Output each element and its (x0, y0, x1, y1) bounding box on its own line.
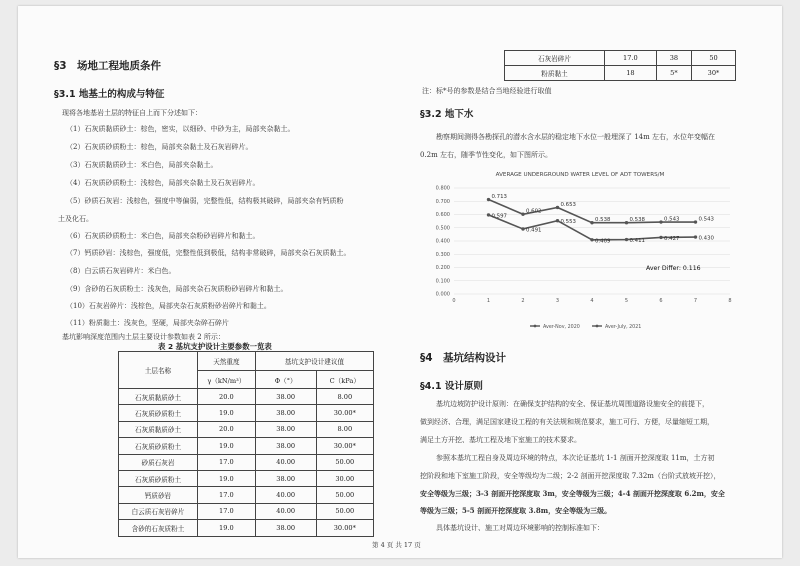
x-tick-label: 8 (728, 298, 732, 304)
continued-table-cell: 38 (656, 51, 691, 66)
page-footer: 第 4 页 共 17 页 (372, 541, 421, 549)
x-tick-label: 0 (452, 298, 456, 304)
table-caption: 表 2 基坑支护设计主要参数一览表 (158, 342, 272, 351)
param-table-cell: 8.00 (316, 389, 373, 405)
principle-line-1: 基坑边坡防护设计原则：在确保支护结构的安全、保证基坑周围道路设施安全的前提下， (436, 400, 709, 408)
param-table-cell: 19.0 (197, 520, 255, 536)
document-page (18, 6, 782, 558)
legend-label: Aver-July, 2021 (605, 324, 642, 330)
param-table-cell: 17.0 (197, 503, 255, 519)
series-1-data-label: 0.653 (560, 201, 576, 208)
param-table-cell: 38.00 (255, 470, 316, 486)
param-table-cell: 钙质砂岩 (119, 487, 198, 503)
continued-table-cell: 18 (604, 66, 656, 81)
chart-series (487, 194, 715, 244)
series-2-data-label: 0.553 (560, 219, 576, 226)
layer-8: （8）白云质石灰岩碎片：米白色。 (66, 267, 176, 275)
param-table-cell: 30.00 (316, 470, 373, 486)
groundwater-text-1: 勘察期间测得各勘探孔的潜水含水层的稳定地下水位一般埋深了 14m 左右，水位年变幅在 (436, 133, 715, 141)
series-2-data-label: 0.409 (595, 238, 611, 245)
range-text: 基坑影响深度范围内土层主要设计参数如表 2 所示： (62, 333, 225, 341)
series-1-point (625, 221, 628, 224)
chart-legend (530, 324, 641, 330)
principle-line-4: 参照本基坑工程自身及周边环境的特点，本次论证基坑 1-1 剖面开挖深度取 11m，土方初 (436, 454, 715, 462)
param-table-cell: 38.00 (255, 405, 316, 421)
series-2-point (659, 236, 662, 239)
y-tick-label: 0.000 (435, 291, 450, 298)
param-table-cell: 20.0 (197, 421, 255, 437)
continued-table-cell: 粉质黏土 (505, 66, 605, 81)
intro-text: 现将各地基岩土层的特征自上而下分述如下： (62, 109, 202, 117)
series-1-data-label: 0.543 (664, 216, 680, 223)
param-table-row (119, 470, 374, 486)
param-table-cell: 40.00 (255, 503, 316, 519)
principle-line-8: 具体基坑设计、施工对周边环境影响的控制标准如下： (436, 524, 604, 532)
table-note: 注：标*号的参数是结合当地经验进行取值 (422, 87, 552, 95)
series-2-point (521, 227, 524, 230)
series-1-data-label: 0.538 (629, 217, 645, 224)
param-table-cell: 38.00 (255, 389, 316, 405)
chart-title: AVERAGE UNDERGROUND WATER LEVEL OF ADT TOWERS/M (495, 172, 665, 178)
layer-6: （6）石灰质砂质粉土：米白色，局部夹杂粉砂岩碎片和黏土。 (66, 232, 260, 240)
series-2-data-label: 0.430 (698, 235, 714, 242)
x-tick-label: 5 (624, 298, 629, 304)
param-table-row (119, 454, 374, 470)
principle-line-6: 安全等级为三级；3-3 剖面开挖深度取 3m，安全等级为三级；4-4 剖面开挖深度取 6.2m，安全 (420, 489, 725, 498)
subsection-title-3-1: §3.1 地基土的构成与特征 (54, 89, 165, 100)
layer-10: （10）石灰岩碎片：浅棕色，局部夹杂石灰质粉砂岩碎片和黏土。 (66, 302, 271, 310)
param-table-cell: 38.00 (255, 421, 316, 437)
param-table-cell: 石灰质黏质砂土 (119, 421, 198, 437)
col-header-density-unit: γ（kN/m³） (197, 371, 255, 389)
continued-table-cell: 17.0 (604, 51, 656, 66)
parameter-table (118, 351, 374, 537)
param-table-row (119, 405, 374, 421)
series-2-data-label: 0.427 (664, 235, 680, 242)
series-1-point (556, 206, 559, 209)
water-level-chart (420, 166, 740, 338)
param-table-row (119, 487, 374, 503)
col-header-group: 基坑支护设计建议值 (255, 352, 373, 371)
x-tick-label: 6 (659, 298, 663, 304)
param-table-cell: 17.0 (197, 487, 255, 503)
layer-1: （1）石灰质黏质砂土：棕色，密实，以细砂、中砂为主，局部夹杂黏土。 (66, 125, 295, 133)
x-tick-label: 7 (693, 298, 698, 304)
layer-9: （9）含砂的石灰质粉土：浅灰色，局部夹杂石灰质粉砂岩碎片和黏土。 (66, 285, 288, 293)
continued-table-body (505, 51, 736, 81)
param-table-cell: 20.0 (197, 389, 255, 405)
series-1-data-label: 0.543 (698, 216, 714, 223)
y-tick-label: 0.500 (435, 225, 450, 232)
x-tick-label: 4 (590, 298, 594, 304)
series-2-data-label: 0.411 (629, 238, 645, 245)
section-title-4: §4 基坑结构设计 (420, 352, 507, 364)
param-table-cell: 19.0 (197, 470, 255, 486)
series-2-point (694, 235, 697, 238)
chart-annotation: Aver Differ: 0.116 (646, 265, 701, 272)
param-table-cell: 50.00 (316, 503, 373, 519)
param-table-cell: 50.00 (316, 454, 373, 470)
param-table-row (119, 421, 374, 437)
legend-marker (596, 325, 599, 328)
groundwater-text-2: 0.2m 左右，随季节性变化，如下图所示。 (420, 151, 552, 159)
y-tick-label: 0.400 (435, 238, 450, 245)
series-2-data-label: 0.491 (526, 227, 542, 234)
layer-2: （2）石灰质砂质粉土：棕色，局部夹杂黏土及石灰岩碎片。 (66, 143, 253, 151)
legend-label: Aver-Nov, 2020 (543, 324, 580, 330)
principle-line-3: 满足土方开挖、基坑工程及地下室施工的技术要求。 (420, 436, 581, 444)
y-tick-label: 0.700 (435, 198, 450, 205)
series-1-point (590, 221, 593, 224)
layer-5: （5）砂质石灰岩：浅棕色，强度中等偏弱，完整性低，结构极其破碎，局部夹杂有钙质粉 (66, 197, 344, 205)
layer-5-cont: 土及化石。 (58, 215, 93, 223)
series-1-data-label: 0.713 (491, 194, 507, 201)
param-table-cell: 17.0 (197, 454, 255, 470)
series-2-point (590, 238, 593, 241)
param-table-cell: 石灰质砂质粉土 (119, 438, 198, 454)
param-table-cell: 砂质石灰岩 (119, 454, 198, 470)
param-table-row (119, 438, 374, 454)
chart-x-ticks (452, 298, 731, 304)
series-2-data-label: 0.597 (491, 213, 507, 220)
series-1-point (487, 198, 490, 201)
series-2-point (556, 219, 559, 222)
principle-line-5: 挖阶段和地下室施工阶段，安全等级均为二级；2-2 剖面开挖深度取 7.32m（台阶式放坡开挖）， (420, 472, 721, 480)
col-header-density: 天然重度 (197, 352, 255, 371)
param-table-cell: 30.00* (316, 438, 373, 454)
continued-table-cell: 5* (656, 66, 691, 81)
series-1-point (659, 220, 662, 223)
y-tick-label: 0.600 (435, 212, 450, 219)
param-table-cell: 石灰质砂质粉土 (119, 470, 198, 486)
continued-table-cell: 50 (692, 51, 736, 66)
param-table-row (119, 389, 374, 405)
layer-4: （4）石灰质砂质粉土：浅棕色，局部夹杂黏土及石灰岩碎片。 (66, 179, 260, 187)
param-table-row (119, 503, 374, 519)
y-tick-label: 0.200 (435, 265, 450, 272)
y-tick-label: 0.100 (435, 278, 450, 285)
param-table-cell: 白云质石灰岩碎片 (119, 503, 198, 519)
series-1-data-label: 0.602 (526, 208, 542, 215)
param-table-cell: 40.00 (255, 454, 316, 470)
param-table-cell: 19.0 (197, 405, 255, 421)
subsection-title-4-1: §4.1 设计原则 (420, 381, 483, 392)
series-1-data-label: 0.538 (595, 217, 611, 224)
legend-marker (534, 325, 537, 328)
x-tick-label: 3 (555, 298, 560, 304)
col-header-layer: 土层名称 (119, 352, 198, 389)
series-2-point (487, 213, 490, 216)
param-table-cell: 8.00 (316, 421, 373, 437)
continued-table-cell: 石灰岩碎片 (505, 51, 605, 66)
layer-7: （7）钙质砂岩：浅棕色，强度低，完整性低到极低，结构非常破碎，局部夹杂石灰质黏土。 (66, 249, 351, 257)
x-tick-label: 1 (486, 298, 491, 304)
layer-3: （3）石灰质黏质砂土：米白色，局部夹杂黏土。 (66, 161, 218, 169)
series-1-point (694, 220, 697, 223)
continued-table-cell: 30* (692, 66, 736, 81)
param-table-cell: 40.00 (255, 487, 316, 503)
continued-table (504, 50, 736, 81)
parameter-table-body (119, 389, 374, 537)
series-1-point (521, 213, 524, 216)
continued-table-row (505, 66, 736, 81)
layer-11: （11）粉质黏土：浅灰色，坚硬，局部夹杂碎石碎片 (66, 319, 229, 327)
param-table-cell: 石灰质砂质粉土 (119, 405, 198, 421)
y-tick-label: 0.800 (435, 185, 450, 192)
continued-table-row (505, 51, 736, 66)
param-table-row (119, 520, 374, 536)
principle-line-7: 等级为三级；5-5 剖面开挖深度取 3.8m，安全等级为三级。 (420, 506, 612, 515)
chart-y-ticks (436, 186, 450, 298)
param-table-cell: 含砂的石灰质粉土 (119, 520, 198, 536)
param-table-cell: 50.00 (316, 487, 373, 503)
col-header-c: C（kPa） (316, 371, 373, 389)
param-table-cell: 30.00* (316, 520, 373, 536)
x-tick-label: 2 (521, 298, 525, 304)
principle-line-2: 做到经济、合理，满足国家建设工程的有关法规和规范要求，施工可行、方便，尽量缩短工期， (420, 418, 714, 426)
series-2-point (625, 238, 628, 241)
param-table-cell: 19.0 (197, 438, 255, 454)
subsection-title-3-2: §3.2 地下水 (420, 109, 474, 120)
section-title-3: §3 场地工程地质条件 (54, 60, 162, 72)
param-table-cell: 石灰质黏质砂土 (119, 389, 198, 405)
param-table-cell: 38.00 (255, 520, 316, 536)
col-header-phi: Φ（°） (255, 371, 316, 389)
param-table-cell: 30.00* (316, 405, 373, 421)
y-tick-label: 0.300 (435, 251, 450, 258)
param-table-cell: 38.00 (255, 438, 316, 454)
